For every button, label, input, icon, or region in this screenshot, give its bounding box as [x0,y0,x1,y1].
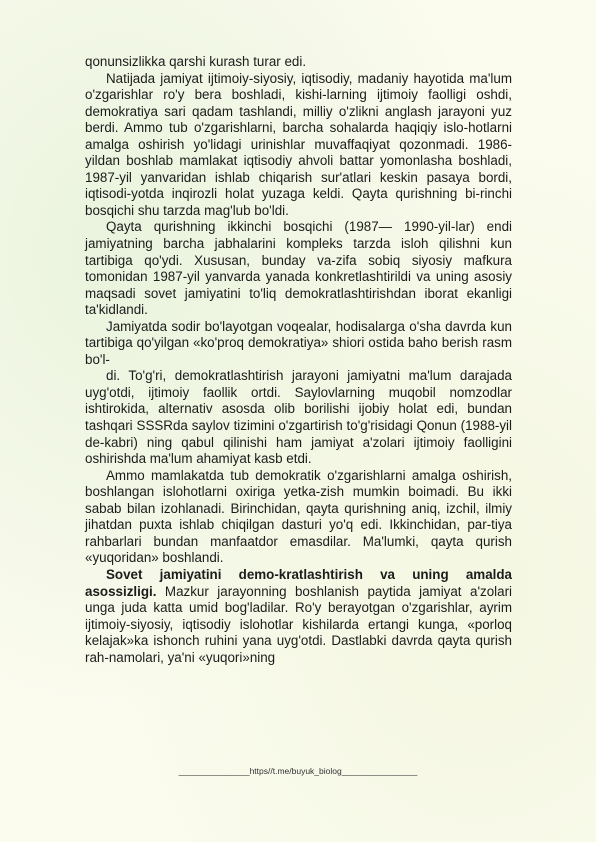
paragraph-2: Natijada jamiyat ijtimoiy-siyosiy, iqtisodiy, madaniy hayotida ma'lum o'zgarishlar ro'y bera boshladi, kishi-larning ijtimoiy faolligi oshdi, demokratiya sari qadam tashlandi, milliy o'zlikni anglash jarayoni yuz berdi. Ammo tub o'zgarishlarni, barcha sohalarda haqiqiy islo-hotlarni amalga oshirish yo'lidagi urinishlar muvaffaqiyat qozonmadi. 1986-yildan boshlab mamlakat iqtisodiy ahvoli battar yomonlasha boshladi, 1987-yil yanvaridan ishlab chiqarish sur'atlari keskin pasaya bordi, iqtisodi-yotda inqirozli holat yuzaga keldi. Qayta qurishning bi-rinchi bosqichi shu tarzda mag'lub bo'ldi. [85,70,512,218]
section-heading: Sovet jamiyatini demo-kratlashtirish va uning amalda asossizligi. [85,566,512,599]
paragraph-6: Ammo mamlakatda tub demokratik o'zgarishlarni amalga oshirish, boshlangan islohotlarni oxiriga yetka-zish mumkin boimadi. Bu ikki sabab bilan izohlanadi. Birinchidan, qayta qurishning aniq, izchil, ilmiy jihatdan puxta ishlab chiqilgan dasturi yo'q edi. Ikkinchidan, par-tiya rahbarlari bundan manfaatdor emasdilar. Ma'lumki, qayta qurish «yuqoridan» boshlandi. [85,467,512,566]
paragraph-5: di. To'g'ri, demokratlashtirish jarayoni jamiyatni ma'lum darajada uyg'otdi, ijtimoiy faollik ortdi. Saylovlarning muqobil nomzodlar ishtirokida, alternativ asosda olib borilishi ijobiy holat edi, bundan tashqari SSSRda saylov tizimini o'zgartirish to'g'risidagi Qonun (1988-yil de-kabri) ning qabul qilinishi ham jamiyat a'zolari ijtimoiy faolligini oshirishda ma'lum ahamiyat kasb etdi. [85,368,512,467]
paragraph-7: Sovet jamiyatini demo-kratlashtirish va uning amalda asossizligi. Mazkur jarayonning boshlanish paytida jamiyat a'zolari unga juda katta umid bog'ladilar. Ro'y berayotgan o'zgarishlar, ayrim ijtimoiy-siyosiy, iqtisodiy islohotlar kishilarda ertangi kunga, «porloq kelajak»ka ishonch ruhini yana uyg'otdi. Dastlabki davrda qayta qurish rah-namolari, ya'ni «yuqori»ning [85,566,512,665]
paragraph-1: qonunsizlikka qarshi kurash turar edi. [85,54,307,69]
body-text [85,54,512,666]
paragraph-4: Jamiyatda sodir bo'layotgan voqealar, hodisalarga o'sha davrda kun tartibiga qo'yilgan «ko'proq demokratiya» shiori ostida baho berish rasm bo'l- [85,318,512,367]
paragraph-3: Qayta qurishning ikkinchi bosqichi (1987— 1990-yil-lar) endi jamiyatning barcha jabhalarini kompleks tarzda isloh qilishni kun tartibiga qo'ydi. Xususan, bunday va-zifa sobiq siyosiy mafkura tomonidan 1987-yil yanvarda yanada konkretlashtirildi va uning asosiy maqsadi sovet jamiyatini to'liq demokratlashtirishdan iborat ekanligi ta'kidlandi. [85,219,512,318]
footer-link: _______________https//t.me/buyuk_biolog________________ [178,766,418,776]
